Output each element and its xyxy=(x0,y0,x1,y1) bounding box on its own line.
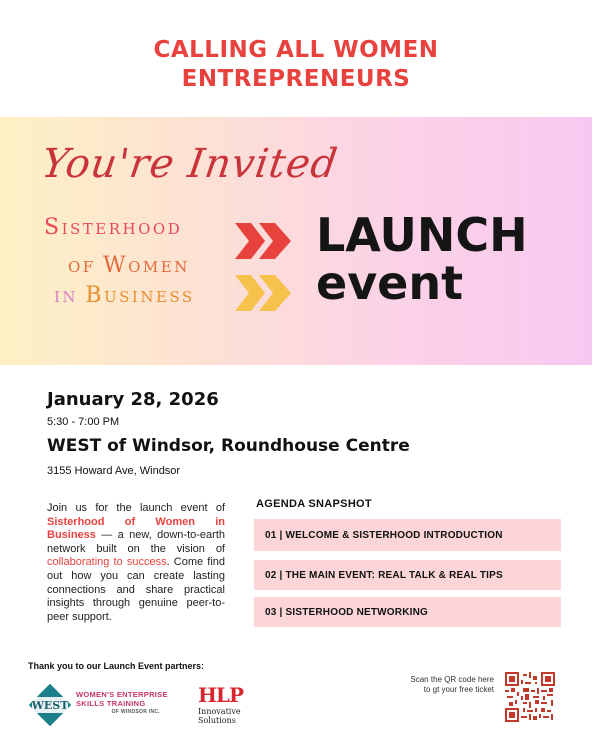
brand-text-1: ISTERHOOD xyxy=(61,220,183,238)
event-venue: WEST of Windsor, Roundhouse Centre xyxy=(47,436,410,456)
west-line-2: SKILLS TRAINING xyxy=(76,698,146,708)
blurb-text-2: — a new, down-to-earth network built on the vision of xyxy=(47,529,225,555)
west-logo-text: WEST xyxy=(31,699,69,712)
brand-text-3: USINESS xyxy=(104,288,195,306)
brand-pre-2: OF xyxy=(68,258,103,276)
red-chevron-icon xyxy=(233,221,295,261)
qr-code-icon[interactable] xyxy=(505,672,555,722)
invited-script: You're Invited xyxy=(38,141,341,187)
qr-line-2: to gt your free ticket xyxy=(423,685,494,694)
headline xyxy=(0,36,592,94)
hlp-line-2: Solutions xyxy=(198,716,236,725)
blurb-highlight-vision: collaborating to success xyxy=(47,556,167,569)
brand-line-1 xyxy=(44,215,182,242)
headline-line-2: ENTREPRENEURS xyxy=(181,66,411,92)
agenda-item: 03 | SISTERHOOD NETWORKING xyxy=(254,597,561,627)
event-date: January 28, 2026 xyxy=(47,389,219,410)
west-logo-icon xyxy=(28,683,72,727)
event-title: event xyxy=(316,256,464,310)
agenda-item: 01 | WELCOME & SISTERHOOD INTRODUCTION xyxy=(254,519,561,551)
hlp-tagline xyxy=(198,707,241,725)
hlp-line-1: Innovative xyxy=(198,707,241,716)
west-line-1: WOMEN'S ENTERPRISE xyxy=(76,690,168,699)
hlp-logo: HLP xyxy=(198,683,243,707)
hero-banner xyxy=(0,117,592,365)
brand-initial-s: S xyxy=(44,215,62,240)
brand-initial-w: W xyxy=(102,253,129,278)
west-name xyxy=(76,691,168,717)
headline-line-1: CALLING ALL WOMEN xyxy=(153,37,439,63)
qr-line-1: Scan the QR code here xyxy=(410,675,494,684)
event-address: 3155 Howard Ave, Windsor xyxy=(47,465,181,477)
qr-instructions xyxy=(390,675,494,695)
brand-line-2 xyxy=(68,253,190,280)
event-time: 5:30 - 7:00 PM xyxy=(47,416,120,428)
brand-pre-3: IN xyxy=(54,288,86,306)
blurb-text-3: . Come find out how you can create lasting connections and share practical insights through genuine peer-to-peer support. xyxy=(47,556,225,623)
blurb-text-1: Join us for the launch event of xyxy=(47,502,225,514)
yellow-chevron-icon xyxy=(233,273,295,313)
blurb-highlight-brand: Sisterhood of Women in Business xyxy=(47,515,225,542)
brand-initial-b: B xyxy=(85,283,104,308)
partners-title: Thank you to our Launch Event partners: xyxy=(28,661,205,671)
event-description xyxy=(47,502,225,624)
west-line-3: OF WINDSOR INC. xyxy=(111,709,160,715)
brand-line-3 xyxy=(54,283,195,310)
agenda-item: 02 | THE MAIN EVENT: REAL TALK & REAL TIPS xyxy=(254,560,561,590)
launch-title: LAUNCH xyxy=(316,208,528,262)
brand-text-2: OMEN xyxy=(128,258,190,276)
agenda-title: AGENDA SNAPSHOT xyxy=(256,498,372,510)
